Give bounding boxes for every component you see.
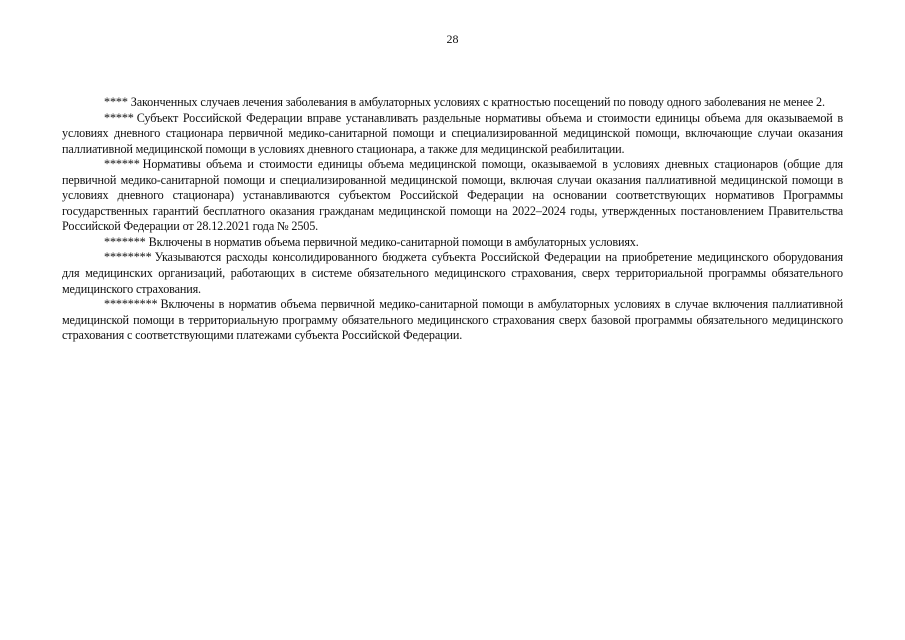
- footnote-marker: ******: [104, 157, 140, 172]
- footnote: [62, 235, 843, 251]
- footnote: [62, 111, 843, 158]
- footnote-marker: *****: [104, 110, 134, 125]
- footnote-marker: ****: [104, 95, 128, 109]
- footnote-text: Включены в норматив объема первичной медико-санитарной помощи в амбулаторных условиях.: [148, 234, 639, 249]
- footnote-text: Законченных случаев лечения заболевания в амбулаторных условиях с кратностью посещений по поводу одного заболевания не менее 2.: [130, 95, 825, 109]
- footnote-text: Субъект Российской Федерации вправе устанавливать раздельные нормативы объема и стоимости единицы объема для оказываемой в условиях дневного стационара первичной медико-санитарной помощи и специализированной медицинской помощи, включающие случаи оказания паллиативной медицинской помощи в условиях дневного стационара, а также для медицинской реабилитации.: [62, 110, 843, 156]
- footnote: [62, 250, 843, 297]
- footnote: [62, 95, 843, 111]
- footnote: [62, 157, 843, 235]
- footnote-marker: *******: [104, 234, 146, 249]
- footnotes: [62, 95, 843, 344]
- footnote-text: Нормативы объема и стоимости единицы объема медицинской помощи, оказываемой в условиях дневных стационаров (общие для первичной медико-санитарной помощи и специализированной медицинской помощи, включая случаи оказания паллиативной медицинской помощи в условиях дневного стационара) устанавливаются субъектом Российской Федерации на основании соответствующих нормативов Программы государственных гарантий бесплатного оказания гражданам медицинской помощи на 2022–2024 годы, утвержденных постановлением Правительства Российской Федерации от 28.12.2021 года № 2505.: [62, 157, 843, 234]
- footnote-marker: ********: [104, 250, 152, 265]
- footnote-text: Указываются расходы консолидированного бюджета субъекта Российской Федерации на приобретение медицинского оборудования для медицинских организаций, работающих в системе обязательного медицинского страхования, сверх территориальной программы обязательного медицинского страхования.: [62, 250, 843, 296]
- page-number: 28: [446, 32, 459, 46]
- footnote-marker: *********: [104, 297, 158, 312]
- footnote: [62, 297, 843, 344]
- footnote-text: Включены в норматив объема первичной медико-санитарной помощи в амбулаторных условиях в случае включения паллиативной медицинской помощи в территориальную программу обязательного медицинского страхования сверх базовой программы обязательного медицинского страхования с соответствующими платежами субъекта Российской Федерации.: [62, 297, 843, 343]
